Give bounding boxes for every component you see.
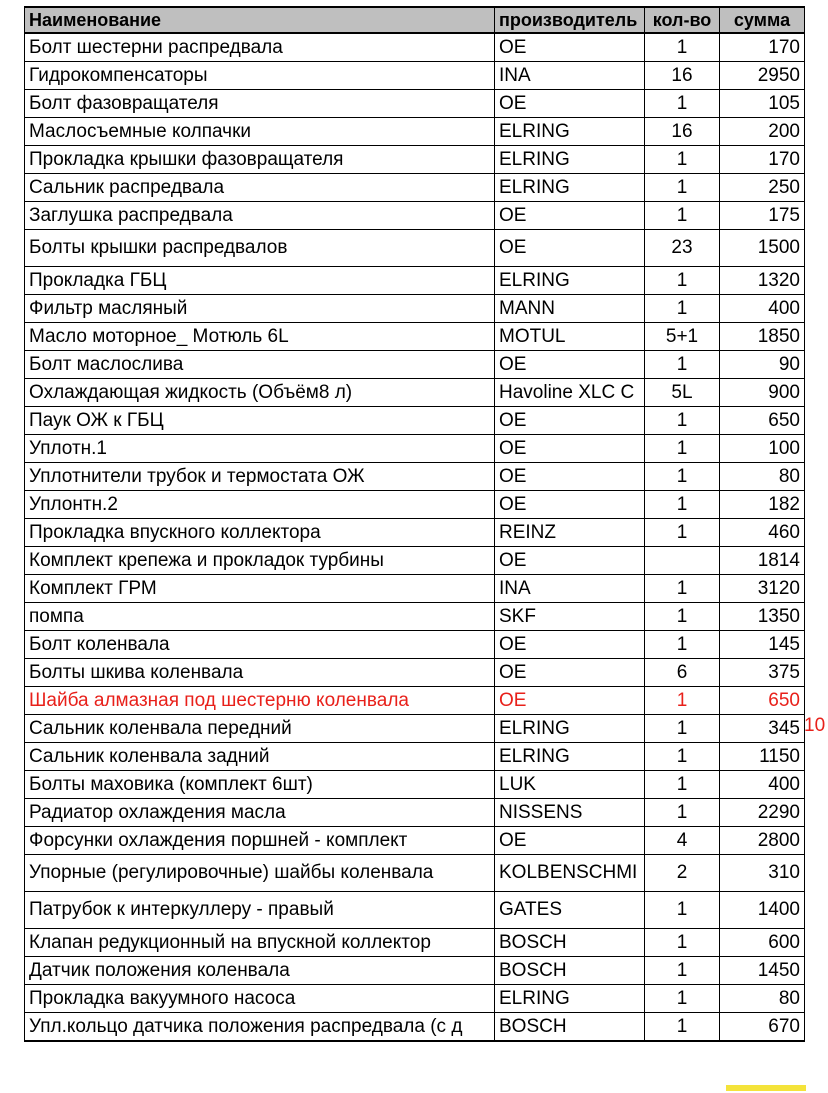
cell-maker[interactable]: BOSCH [495, 1013, 645, 1042]
cell-maker[interactable]: ELRING [495, 146, 645, 174]
cell-maker[interactable]: REINZ [495, 519, 645, 547]
table-row [25, 519, 805, 547]
cell-qty[interactable]: 1 [645, 892, 720, 929]
cell-name[interactable]: Комплект ГРМ [25, 575, 495, 603]
cell-sum[interactable]: 145 [720, 631, 805, 659]
cell-sum[interactable]: 1320 [720, 267, 805, 295]
cell-sum[interactable]: 650 [720, 687, 805, 715]
cell-qty[interactable]: 6 [645, 659, 720, 687]
cell-sum[interactable]: 105 [720, 90, 805, 118]
table-row [25, 491, 805, 519]
cell-maker[interactable]: ELRING [495, 743, 645, 771]
cell-qty[interactable]: 23 [645, 230, 720, 267]
table-row [25, 771, 805, 799]
cell-sum[interactable]: 170 [720, 146, 805, 174]
cell-sum[interactable]: 1814 [720, 547, 805, 575]
cell-maker[interactable]: OE [495, 827, 645, 855]
header-qty[interactable]: кол-во [645, 7, 720, 33]
cell-sum[interactable]: 2800 [720, 827, 805, 855]
cell-sum[interactable]: 345 [720, 715, 805, 743]
cell-sum[interactable]: 1350 [720, 603, 805, 631]
cell-qty[interactable]: 1 [645, 957, 720, 985]
cell-maker[interactable]: OE [495, 33, 645, 62]
table-row [25, 62, 805, 90]
table-row [25, 603, 805, 631]
cell-qty[interactable]: 5+1 [645, 323, 720, 351]
cell-maker[interactable]: ELRING [495, 267, 645, 295]
cell-qty[interactable]: 1 [645, 463, 720, 491]
cell-name[interactable]: Сальник распредвала [25, 174, 495, 202]
header-name[interactable]: Наименование [25, 7, 495, 33]
table-row [25, 687, 805, 715]
cell-name[interactable]: Упл.кольцо датчика положения распредвала (с д [25, 1013, 495, 1042]
table-row [25, 323, 805, 351]
cell-name[interactable]: Уплотн.1 [25, 435, 495, 463]
cell-sum[interactable]: 2950 [720, 62, 805, 90]
cell-maker[interactable]: LUK [495, 771, 645, 799]
cell-qty[interactable]: 1 [645, 715, 720, 743]
cell-sum[interactable]: 182 [720, 491, 805, 519]
cell-qty[interactable]: 1 [645, 519, 720, 547]
cell-name[interactable]: Прокладка впускного коллектора [25, 519, 495, 547]
cell-maker[interactable]: SKF [495, 603, 645, 631]
table-body [25, 33, 805, 1041]
cell-name[interactable]: Масло моторное_ Мотюль 6L [25, 323, 495, 351]
cell-qty[interactable]: 16 [645, 62, 720, 90]
cell-name[interactable]: Заглушка распредвала [25, 202, 495, 230]
cell-sum[interactable]: 2290 [720, 799, 805, 827]
table-row [25, 985, 805, 1013]
table-row [25, 715, 805, 743]
cell-maker[interactable]: INA [495, 62, 645, 90]
cell-maker[interactable]: ELRING [495, 118, 645, 146]
cell-sum[interactable]: 170 [720, 33, 805, 62]
cell-qty[interactable]: 1 [645, 491, 720, 519]
cell-sum[interactable]: 400 [720, 771, 805, 799]
cell-maker[interactable]: OE [495, 230, 645, 267]
cell-sum[interactable]: 1150 [720, 743, 805, 771]
cell-sum[interactable]: 460 [720, 519, 805, 547]
cell-sum[interactable]: 650 [720, 407, 805, 435]
cell-sum[interactable]: 900 [720, 379, 805, 407]
cell-qty[interactable]: 5L [645, 379, 720, 407]
table-row [25, 202, 805, 230]
table-row [25, 957, 805, 985]
cell-name[interactable]: Маслосъемные колпачки [25, 118, 495, 146]
cell-sum[interactable]: 250 [720, 174, 805, 202]
table-row [25, 1013, 805, 1042]
table-row [25, 118, 805, 146]
cell-maker[interactable]: MOTUL [495, 323, 645, 351]
cell-name[interactable]: Болт маслослива [25, 351, 495, 379]
cell-maker[interactable]: OE [495, 631, 645, 659]
table-row [25, 575, 805, 603]
cell-maker[interactable]: BOSCH [495, 957, 645, 985]
header-sum[interactable]: сумма [720, 7, 805, 33]
cell-qty[interactable]: 1 [645, 771, 720, 799]
table-row [25, 351, 805, 379]
cell-qty[interactable]: 1 [645, 743, 720, 771]
cell-maker[interactable]: ELRING [495, 715, 645, 743]
table-row [25, 146, 805, 174]
cell-name[interactable]: Гидрокомпенсаторы [25, 62, 495, 90]
table-row [25, 892, 805, 929]
cell-sum[interactable]: 80 [720, 463, 805, 491]
table-row [25, 295, 805, 323]
cell-sum[interactable]: 3120 [720, 575, 805, 603]
header-maker[interactable]: производитель [495, 7, 645, 33]
table-row [25, 407, 805, 435]
cell-sum[interactable]: 600 [720, 929, 805, 957]
cell-name[interactable]: Радиатор охлаждения масла [25, 799, 495, 827]
cell-sum[interactable]: 80 [720, 985, 805, 1013]
cell-name[interactable]: Датчик положения коленвала [25, 957, 495, 985]
cell-sum[interactable]: 175 [720, 202, 805, 230]
cell-name[interactable]: Прокладка ГБЦ [25, 267, 495, 295]
cell-name[interactable]: Болт коленвала [25, 631, 495, 659]
cell-name[interactable]: Уплотнители трубок и термостата ОЖ [25, 463, 495, 491]
table-row [25, 827, 805, 855]
cell-maker[interactable]: OE [495, 491, 645, 519]
cell-name[interactable]: Прокладка крышки фазовращателя [25, 146, 495, 174]
cell-qty[interactable]: 1 [645, 90, 720, 118]
cell-qty[interactable]: 1 [645, 929, 720, 957]
cell-sum[interactable]: 200 [720, 118, 805, 146]
cell-qty[interactable]: 4 [645, 827, 720, 855]
cell-name[interactable]: Шайба алмазная под шестерню коленвала [25, 687, 495, 715]
cell-maker[interactable]: OE [495, 659, 645, 687]
cell-sum[interactable]: 310 [720, 855, 805, 892]
header-row [25, 7, 805, 33]
cell-qty[interactable]: 1 [645, 295, 720, 323]
cell-maker[interactable]: OE [495, 463, 645, 491]
cell-name[interactable]: Болты шкива коленвала [25, 659, 495, 687]
cell-name[interactable]: Прокладка вакуумного насоса [25, 985, 495, 1013]
cell-sum[interactable]: 1500 [720, 230, 805, 267]
cell-maker[interactable]: MANN [495, 295, 645, 323]
cell-name[interactable]: Патрубок к интеркуллеру - правый [25, 892, 495, 929]
cell-maker[interactable]: ELRING [495, 985, 645, 1013]
cell-name[interactable]: Комплект крепежа и прокладок турбины [25, 547, 495, 575]
table-row [25, 230, 805, 267]
table-row [25, 631, 805, 659]
table-row [25, 929, 805, 957]
cell-maker[interactable]: ELRING [495, 174, 645, 202]
cell-sum[interactable]: 1850 [720, 323, 805, 351]
cell-qty[interactable]: 1 [645, 174, 720, 202]
table-row [25, 267, 805, 295]
cell-maker[interactable]: BOSCH [495, 929, 645, 957]
cell-maker[interactable]: OE [495, 547, 645, 575]
cell-name[interactable]: Клапан редукционный на впускной коллектор [25, 929, 495, 957]
cell-maker[interactable]: OE [495, 407, 645, 435]
table-row [25, 33, 805, 62]
cell-maker[interactable]: GATES [495, 892, 645, 929]
cell-maker[interactable]: OE [495, 351, 645, 379]
parts-table [24, 6, 805, 1042]
cell-name[interactable]: Упорные (регулировочные) шайбы коленвала [25, 855, 495, 892]
cell-maker[interactable]: NISSENS [495, 799, 645, 827]
cell-maker[interactable]: OE [495, 687, 645, 715]
cell-sum[interactable]: 100 [720, 435, 805, 463]
cell-sum[interactable]: 670 [720, 1013, 805, 1042]
table-row [25, 174, 805, 202]
cell-name[interactable]: помпа [25, 603, 495, 631]
cell-name[interactable]: Болт шестерни распредвала [25, 33, 495, 62]
cell-name[interactable]: Сальник коленвала передний [25, 715, 495, 743]
cell-maker[interactable]: Havoline XLC C [495, 379, 645, 407]
selection-marker [726, 1085, 806, 1091]
cell-sum[interactable]: 90 [720, 351, 805, 379]
table-row [25, 379, 805, 407]
cell-maker[interactable]: INA [495, 575, 645, 603]
cell-qty[interactable]: 1 [645, 407, 720, 435]
table-row [25, 855, 805, 892]
cell-name[interactable]: Болты крышки распредвалов [25, 230, 495, 267]
cell-qty[interactable]: 1 [645, 575, 720, 603]
cell-name[interactable]: Уплонтн.2 [25, 491, 495, 519]
cell-sum[interactable]: 400 [720, 295, 805, 323]
cell-qty[interactable]: 1 [645, 603, 720, 631]
cell-name[interactable]: Охлаждающая жидкость (Объём8 л) [25, 379, 495, 407]
table-row [25, 659, 805, 687]
cell-qty[interactable]: 1 [645, 687, 720, 715]
cell-name[interactable]: Болт фазовращателя [25, 90, 495, 118]
cell-qty[interactable]: 16 [645, 118, 720, 146]
table-row [25, 799, 805, 827]
cell-qty[interactable]: 1 [645, 202, 720, 230]
table-row [25, 547, 805, 575]
cell-qty[interactable]: 1 [645, 1013, 720, 1042]
table-row [25, 743, 805, 771]
cell-name[interactable]: Болты маховика (комплект 6шт) [25, 771, 495, 799]
cell-qty[interactable]: 2 [645, 855, 720, 892]
cell-qty[interactable]: 1 [645, 435, 720, 463]
cell-maker[interactable]: OE [495, 90, 645, 118]
table-row [25, 90, 805, 118]
cell-qty[interactable]: 1 [645, 631, 720, 659]
overflow-cell-text: 10 [804, 715, 826, 736]
cell-qty[interactable]: 1 [645, 799, 720, 827]
cell-name[interactable]: Форсунки охлаждения поршней - комплект [25, 827, 495, 855]
table-row [25, 463, 805, 491]
cell-name[interactable]: Паук ОЖ к ГБЦ [25, 407, 495, 435]
cell-qty[interactable]: 1 [645, 985, 720, 1013]
table-row [25, 435, 805, 463]
cell-maker[interactable]: OE [495, 435, 645, 463]
cell-name[interactable]: Фильтр масляный [25, 295, 495, 323]
cell-qty[interactable]: 1 [645, 146, 720, 174]
parts-spreadsheet [24, 6, 804, 1042]
cell-maker[interactable]: OE [495, 202, 645, 230]
cell-maker[interactable]: KOLBENSCHMI [495, 855, 645, 892]
cell-qty[interactable]: 1 [645, 351, 720, 379]
cell-qty[interactable]: 1 [645, 267, 720, 295]
cell-qty[interactable]: 1 [645, 33, 720, 62]
cell-sum[interactable]: 1400 [720, 892, 805, 929]
cell-sum[interactable]: 1450 [720, 957, 805, 985]
cell-name[interactable]: Сальник коленвала задний [25, 743, 495, 771]
cell-qty[interactable] [645, 547, 720, 575]
cell-sum[interactable]: 375 [720, 659, 805, 687]
